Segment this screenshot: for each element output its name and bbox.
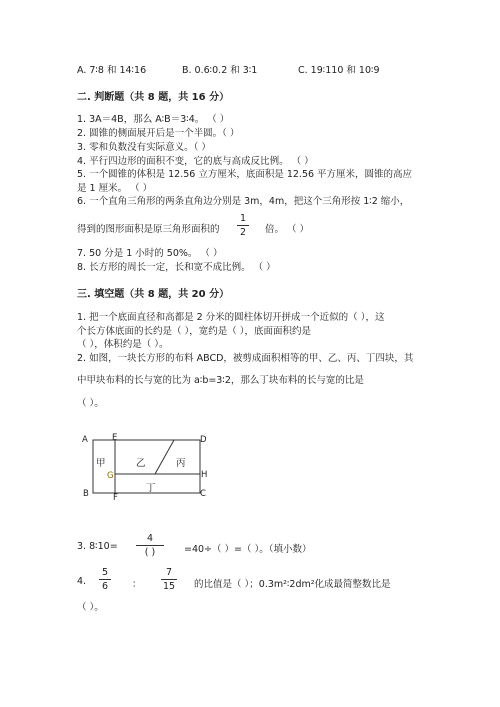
fill-q1-line2: 个长方体底面的长约是（ ），宽约是（ ），底面面积约是: [77, 326, 312, 337]
option-c: C. 19∶110 和 10∶9: [298, 65, 380, 76]
fill-q1-line3: （ ），体积约是（ ）。: [77, 339, 169, 350]
judge-q6-line2: 得到的图形面积是原三角形面积的: [77, 224, 220, 235]
fraction-denominator: ( ): [144, 547, 156, 558]
point-e-label: E: [112, 433, 118, 443]
fraction-numerator: 7: [165, 567, 173, 578]
region-bing-label: 丙: [176, 458, 186, 469]
judge-q6-fraction: [237, 213, 249, 238]
fraction-denominator: 15: [162, 581, 176, 592]
point-b-label: B: [83, 489, 89, 499]
fill-q1-line1: 1. 把一个底面直径和高都是 2 分米的圆柱体切开拼成一个近似的（ ），这: [77, 312, 385, 323]
fraction-numerator: 1: [239, 213, 247, 224]
fraction-numerator: 5: [101, 567, 109, 578]
fill-q4-rest: 的比值是（ ）；0.3m²∶2dm²化成最简整数比是: [194, 579, 391, 590]
point-g-label: G: [107, 471, 114, 481]
option-b: B. 0.6∶0.2 和 3∶1: [182, 65, 258, 76]
judge-q1: 1. 3A＝4B，那么 A∶B＝3∶4。 （ ）: [77, 114, 230, 125]
judge-q7: 7. 50 分是 1 小时的 50%。 （ ）: [77, 248, 223, 259]
point-d-label: D: [200, 435, 207, 445]
fill-q4-fraction2: [161, 567, 177, 592]
fraction-bar: [136, 545, 164, 546]
point-a-label: A: [82, 435, 88, 445]
section2-title: 二. 判断题（共 8 题，共 16 分）: [77, 92, 230, 103]
judge-q6-line1: 6. 一个直角三角形的两条直角边分别是 3m，4m，把这个三角形按 1∶2 缩小，: [77, 196, 410, 207]
region-jia-label: 甲: [96, 458, 106, 469]
fill-q4-colon: ：: [132, 579, 142, 590]
fill-q4-prefix: 4.: [77, 576, 87, 587]
point-f-label: F: [113, 493, 118, 503]
fill-q3-prefix: 3. 8∶10=: [77, 541, 118, 552]
judge-q2: 2. 圆锥的侧面展开后是一个半圆。（ ）: [77, 128, 240, 139]
judge-q5-line1: 5. 一个圆锥的体积是 12.56 立方厘米，底面积是 12.56 平方厘米，圆锥的高应: [77, 169, 413, 180]
fraction-bar: [99, 579, 111, 580]
judge-q3: 3. 零和负数没有实际意义。（ ）: [77, 142, 211, 153]
point-c-label: C: [200, 489, 206, 499]
point-h-label: H: [201, 470, 208, 480]
fraction-bar: [237, 225, 249, 226]
fraction-numerator: 4: [146, 533, 154, 544]
judge-q4: 4. 平行四边形的面积不变，它的底与高成反比例。 （ ）: [77, 156, 314, 167]
fill-q2-line1: 2. 如图，一块长方形的布料 ABCD，被剪成面积相等的甲、乙、丙、丁四块，其: [77, 353, 414, 364]
fraction-denominator: 6: [101, 581, 109, 592]
region-yi-label: 乙: [136, 458, 146, 469]
region-ding-label: 丁: [146, 483, 156, 494]
fill-q3-fraction: [136, 533, 164, 558]
option-a: A. 7∶8 和 14∶16: [77, 65, 147, 76]
fill-q4-fraction1: [99, 567, 111, 592]
fill-q3-rest: =40÷（ ）=（ ）。（填小数）: [184, 544, 312, 555]
judge-q8: 8. 长方形的周长一定，长和宽不成比例。 （ ）: [77, 262, 276, 273]
judge-q6-line2-end: 倍。 （ ）: [265, 224, 310, 235]
section3-title: 三. 填空题（共 8 题，共 20 分）: [77, 289, 230, 300]
judge-q5-line2: 是 1 厘米。 （ ）: [77, 183, 153, 194]
cloth-diagram: [78, 432, 218, 506]
fill-q2-line3: （ ）。: [77, 398, 104, 409]
fraction-bar: [161, 579, 177, 580]
fill-q4-end: （ ）。: [77, 602, 104, 613]
fraction-denominator: 2: [239, 227, 247, 238]
fill-q2-line2: 中甲块布料的长与宽的比为 a∶b=3∶2，那么丁块布料的长与宽的比是: [77, 375, 364, 386]
